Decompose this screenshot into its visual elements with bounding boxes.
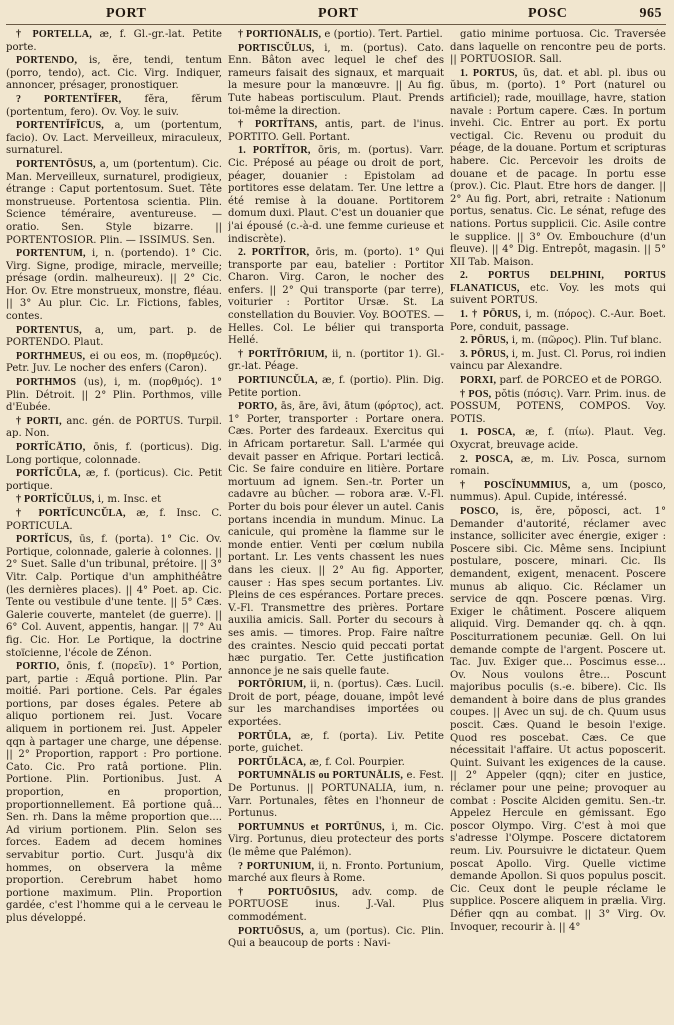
dictionary-entry (6, 159, 222, 247)
entry-headword: † POSCĬNUMMIUS, (460, 479, 571, 491)
entry-definition: e (portio). Tert. Partiel. (321, 29, 443, 40)
dictionary-entry (450, 335, 666, 348)
dictionary-entry (228, 43, 444, 119)
entry-headword: PORTENTUS, (16, 324, 82, 336)
dictionary-entry (6, 120, 222, 158)
entry-headword: 3. PŌRUS, (460, 348, 509, 360)
entry-definition: gatio minime portuosa. Cic. Traversée dans laquelle on rencontre peu de ports. || PORTUOSIOR. Sall. (450, 29, 666, 66)
entry-definition: i, m. (portus). Cato. Enn. Bâton avec lequel le chef des rameurs faisait des signaux, et marquait la mesure pour la manœuvre. || Au fig. Tute habeas portisculum. Plaut. Prends toi-même la direction. (228, 42, 444, 117)
dictionary-entry (6, 416, 222, 441)
entry-definition: i, m. Just. Cl. Porus, roi indien vaincu par Alexandre. (450, 348, 666, 373)
entry-definition: is, ĕre, pŏposci, act. 1° Demander d'autorité, réclamer avec instance, solliciter avec énergie, exiger : Poscere sibi. Cic. Même sens. Incipiunt postulare, poscere, minari. Cic. Ils demandent, exigent, menacent. Poscere munus ab aliquo. Cic. Réclamer un service de qqn. Poscere pœnas. Virg. Exiger le châtiment. Poscere aliquem aliquid. Virg. Demander qq. ch. à qqn. Posciturrationem pecuniæ. Gell. On lui demande compte de l'argent. Poscere ut. Tac. Juv. Exiger que... Poscimus esse... Ov. Nous voulons être... Poscunt majoribus poculis (s.-e. bibere). Cic. Ils demandent à boire dans de plus grandes coupes. || Avec un suj. de ch. Quum usus poscit. Cæs. Quand le besoin l'exige. Quod res poscebat. Cæs. Ce que nécessitait l'affaire. Ut actus poposcerit. Quint. Suivant les exigences de la cause. || 2° Appeler (qqn); citer en justice, réclamer pour une peine; provoquer au combat : Poscite Alciden gemitu. Sen.-tr. Appelez Hercule en gémissant. Ego poscor Olympo. Virg. C'est à moi que s'adresse l'Olympe. Poscere dictatorem reum. Liv. Poursuivre le dictateur. Quem poscat Apollo. Virg. Quelle victime demande Apollon. Si quos populus poscit. Cic. Ceux dont le peuple réclame le supplice. Poscere aliquem in prælia. Virg. Défier qqn au combat. || 3° Virg. Ov. Invoquer, recourir à. || 4° (450, 505, 666, 933)
entry-definition: i, m. (πῶρος). Plin. Tuf blanc. (508, 335, 662, 347)
dictionary-entry (228, 401, 444, 678)
entry-definition: (us), i, m. (πορθμός). 1° Plin. Détroit. || 2° Plin. Porthmos, ville d'Eubée. (6, 377, 222, 414)
dictionary-entry (228, 822, 444, 860)
entry-definition: ii, n. (portus). Cæs. Lucil. Droit de port, péage, douane, impôt levé sur les marchandises importées ou exportées. (228, 679, 444, 729)
entry-definition: anc. gén. de PORTUS. Turpil. ap. Non. (6, 415, 222, 440)
entry-definition: antis, part. de l'inus. PORTITO. Gell. Portant. (228, 119, 444, 143)
entry-headword: † PORTĬTANS, (238, 119, 318, 131)
entry-definition: ōnis, f. (πορεῖν). 1° Portion, part, partie : Æquâ portione. Plin. Par moitié. Pari portione. Cels. Par égales portions, par doses égales. Petere ab aliquo portionem rei. Just. Vocare aliquem in portionem rei. Just. Appeler qqn à partager une charge, une dépense. || 2° Proportion, rapport : Pro portione. Cato. Cic. Pro ratâ portione. Plin. Portione. Plin. Portionibus. Just. A proportion, en proportion, proportionnellement. Eâ portione quâ... Sen. rh. Dans la même proportion que.... Ad virium portionem. Plin. Selon ses forces. Eadem ad decem homines servabitur portio. Curt. Jusqu'à dix hommes, on observera la même proportion. Cerebrum habet homo portione maximum. Plin. Proportion gardée, c'est l'homme qui a le cerveau le plus développé. (6, 661, 222, 924)
entry-headword: † PORTI, (16, 415, 62, 427)
dictionary-entry (450, 68, 666, 270)
entry-definition: ei ou eos, m. (πορθμεύς). Petr. Juv. Le nocher des enfers (Caron). (6, 350, 222, 375)
entry-headword: PORTUMNĀLIS ou PORTUNĀLIS, (238, 770, 404, 782)
dictionary-entry (228, 349, 444, 374)
entry-headword: † PORTUŌSIUS, (238, 886, 338, 898)
entry-headword: 1. † PŌRUS, (460, 309, 521, 321)
dictionary-entry (228, 247, 444, 348)
text-columns (6, 29, 666, 1024)
entry-definition: is, ĕre, tendi, tentum (porro, tendo), act. Cic. Virg. Indiquer, annoncer, présager, pronostiquer. (6, 55, 222, 92)
dictionary-entry (228, 861, 444, 886)
entry-headword: 2. PORTUS DELPHINI, PORTUS FLANATICUS, (450, 270, 666, 294)
entry-definition: æ, f. Col. Pourpier. (306, 756, 405, 768)
entry-headword: PORTENTĬFĬCUS, (16, 120, 104, 132)
entry-definition: æ, f. (porta). Liv. Petite porte, guichet. (228, 730, 444, 755)
dictionary-entry (6, 55, 222, 93)
entry-definition: ūs, f. (porta). 1° Cic. Ov. Portique, colonnade, galerie à colonnes. || 2° Suet. Salle d'un tribunal, prétoire. || 3° Vitr. Calp. Portique d'un amphithéâtre (les dernières places). || 4° Poet. ap. Cic. Tente ou vestibule d'une tente. || 5° Cæs. Galerie couverte, mantelet (de guerre). || 6° Col. Auvent, appentis, hangar. || 7° Au fig. Cic. Hor. Le Portique, la doctrine stoïcienne, l'école de Zénon. (6, 534, 222, 659)
entry-definition: æ, f. Gl.-gr.-lat. Petite porte. (6, 29, 222, 53)
entry-headword: PORTŬLĀCA, (238, 756, 307, 768)
dictionary-entry (228, 731, 444, 756)
dictionary-entry (6, 325, 222, 350)
entry-definition: adv. comp. de PORTUOSE inus. J.-Val. Plus commodément. (228, 886, 444, 923)
entry-definition: a, um, part. p. de PORTENDO. Plaut. (6, 324, 222, 349)
entry-definition: pŏtis (πόσις). Varr. Prim. inus. de POSSUM, POTENS, COMPOS. Voy. POTIS. (450, 388, 666, 425)
dictionary-entry (6, 248, 222, 324)
entry-headword: PORTENTŌSUS, (16, 158, 96, 170)
entry-headword: PORTŬLA, (238, 730, 292, 742)
page-number: 965 (639, 6, 662, 21)
entry-headword: † PORTĬCŬLUS, (16, 494, 95, 506)
entry-headword: PORTIUNCŬLA, (238, 375, 318, 387)
entry-headword: PORTHMOS (16, 377, 77, 389)
dictionary-entry (228, 770, 444, 820)
entry-headword: † POS, (460, 388, 492, 400)
entry-definition: e. Fest. De Portunus. || PORTUNALIA, ium, n. Varr. Portunales, fêtes en l'honneur de Portunus. (228, 770, 444, 820)
dictionary-entry (6, 494, 222, 507)
entry-headword: PORTENTUM, (16, 248, 86, 260)
dictionary-entry (450, 389, 666, 427)
dictionary-entry (6, 442, 222, 467)
entry-headword: PORTŌRIUM, (238, 679, 307, 691)
dictionary-entry (450, 29, 666, 67)
header-left-word: PORT (106, 6, 147, 21)
entry-headword: † PORTIŌNĀLIS, (238, 29, 322, 40)
entry-headword: PORTHMEUS, (16, 350, 86, 362)
entry-headword: 1. POSCA, (460, 427, 516, 439)
entry-definition: ās, āre, āvi, ātum (φόρτος), act. 1° Porter, transporter : Portare onera. Cæs. Porter des fardeaux. Exercitus qui in Africam portaretur. Sall. L'armée qui devait passer en Afrique. Portari lecticâ. Cic. Se faire conduire en litière. Portare mortuum ad ignem. Sen.-tr. Porter un cadavre au bûcher. — robora aræ. V.-Fl. Porter du bois pour élever un autel. Canis portans incendia in mundum. Minuc. La canicule, qui promène la flamme sur le monde entier. Venti per cœlum nubila portant. Lr. Les vents chassent les nues dans les cieux. || 2° Au fig. Apporter, causer : Has spes secum portantes. Liv. Pleins de ces espérances. Portare preces. V.-Fl. Transmettre des prières. Portare auxilia amicis. Sall. Porter du secours à ses amis. — timores. Prop. Faire naître des craintes. Nescio quid peccati portat hæc purgatio. Ter. Cette justification annonce je ne sais quelle faute. (228, 401, 444, 677)
header-right-word: POSC (528, 6, 568, 21)
entry-headword: PORTĬCŬLA, (16, 468, 81, 480)
entry-definition: ii, n. Fronto. Portunium, marché aux fleurs à Rome. (228, 860, 444, 885)
dictionary-entry (228, 757, 444, 770)
dictionary-entry (228, 926, 444, 951)
entry-definition: a, um (portentum, facio). Ov. Lact. Merveilleux, miraculeux, surnaturel. (6, 120, 222, 157)
dictionary-entry (6, 534, 222, 660)
entry-definition: a, um (portentum). Cic. Man. Merveilleux, surnaturel, prodigieux, étrange : Caput portentosum. Suet. Tête monstrueuse. Portentosa scientia. Plin. Science téméraire, aventureuse. — oratio. Sen. Style bizarre. || PORTENTOSIOR. Plin. — ISSIMUS. Sen. (6, 158, 222, 246)
entry-headword: POSCO, (460, 505, 499, 517)
dictionary-entry (228, 887, 444, 925)
entry-definition: æ, f. (porticus). Cic. Petit portique. (6, 468, 222, 492)
dictionary-entry (228, 29, 444, 42)
dictionary-entry (450, 309, 666, 334)
dictionary-entry (450, 454, 666, 479)
dictionary-entry (228, 119, 444, 144)
entry-headword: PORTISCŬLUS, (238, 42, 315, 54)
entry-definition: parf. de PORCEO et de PORGO. (496, 375, 662, 387)
entry-definition: i, n. (portendo). 1° Cic. Virg. Signe, prodige, miracle, merveille; présage (ordin. malheureux). || 2° Cic. Hor. Ov. Etre monstrueux, monstre, fléau. || 3° Au plur. Cic. Lr. Fictions, fables, contes. (6, 248, 222, 323)
entry-definition: ii, n. (portitor 1). Gl.-gr.-lat. Péage. (228, 348, 444, 373)
dictionary-entry (228, 375, 444, 400)
header-center-word: PORT (318, 6, 359, 21)
entry-headword: † PORTĬCUNCŬLA, (16, 507, 126, 519)
entry-headword: PORTUMNUS et PORTŪNUS, (238, 821, 385, 833)
entry-definition: æ, m. Liv. Posca, surnom romain. (450, 453, 666, 478)
entry-definition: ōris, m. (portus). Varr. Cic. Préposé au péage ou droit de port, péager, douanier : Epistolam ad portitores esse delatam. Ter. Une lettre a été remise à la douane. Portitorem domum duxi. Plaut. C'est un douanier que j'ai épousé (c.-à-d. une femme curieuse et indiscrète). (228, 145, 444, 245)
dictionary-entry (6, 29, 222, 54)
entry-definition: etc. Voy. les mots qui suivent PORTUS. (450, 282, 666, 307)
running-head (6, 6, 666, 25)
entry-headword: ? PORTENTĬFER, (16, 93, 122, 105)
column-right (450, 29, 666, 1024)
entry-definition: i, m. Insc. et (94, 494, 162, 506)
entry-headword: PORXI, (460, 375, 497, 387)
entry-definition: i, m. Cic. Virg. Portunus, dieu protecteur des ports (le même que Palémon). (228, 821, 444, 858)
dictionary-entry (228, 679, 444, 729)
entry-definition: ōris, m. (porto). 1° Qui transporte par eau, batelier : Portitor Charon. Virg. Caron, le nocher des enfers. || 2° Qui transporte (par terre), voiturier : Portitor Ursæ. St. La constellation du Bouvier. Voy. BOOTES. — Helles. Col. Le bélier qui transporta Hellé. (228, 247, 444, 347)
dictionary-entry (450, 427, 666, 452)
entry-definition: æ, f. (πίω). Plaut. Veg. Oxycrat, breuvage acide. (450, 427, 666, 451)
dictionary-entry (450, 349, 666, 374)
entry-headword: 1. PORTĬTOR, (238, 145, 311, 157)
entry-headword: PORTENDO, (16, 55, 78, 67)
entry-definition: æ, f. Insc. C. PORTICULA. (6, 507, 222, 532)
entry-headword: PORTĬCUS, (16, 534, 73, 546)
entry-headword: PORTUŌSUS, (238, 925, 304, 937)
entry-headword: † PORTELLA, (16, 29, 92, 40)
entry-headword: 2. POSCA, (460, 453, 514, 465)
entry-definition: a, um (portus). Cic. Plin. Qui a beaucoup de ports : Navi- (228, 925, 444, 950)
entry-headword: ? PORTUNIUM, (238, 860, 315, 872)
dictionary-entry (228, 145, 444, 246)
entry-definition: ūs, dat. et abl. pl. ibus ou ŭbus, m. (porto). 1° Port (naturel ou artificiel); rade, mouillage, havre, station navale : Portum capere. Cæs. In portum invehi. Cic. Entrer au port. Ex portu vectigal. Cic. Revenu ou produit du péage, de la douane. Portum et scripturas habere. Cic. Percevoir les droits de douane et de pacage. In portu esse (prov.). Cic. Plaut. Etre hors de danger. || 2° Au fig. Port, abri, retraite : Nationum portus, senatus. Cic. Le sénat, refuge des nations. Portus supplicii. Cic. Asile contre le supplice. || 3° Ov. Embouchure (d'un fleuve). || 4° Dig. Entrepôt, magasin. || 5° XII Tab. Maison. (450, 67, 666, 268)
dictionary-entry (6, 508, 222, 533)
entry-headword: 2. PORTĬTOR, (238, 247, 310, 259)
dictionary-entry (450, 270, 666, 308)
dictionary-entry (6, 468, 222, 493)
entry-definition: fĕra, fĕrum (portentum, fero). Ov. Voy. le suiv. (6, 93, 222, 118)
dictionary-entry (6, 661, 222, 925)
entry-definition: a, um (posco, nummus). Apul. Cupide, intéressé. (450, 479, 666, 504)
dictionary-entry (450, 480, 666, 505)
entry-definition: ōnis, f. (porticus). Dig. Long portique, colonnade. (6, 442, 222, 466)
dictionary-entry (450, 375, 666, 388)
entry-headword: 2. PŌRUS, (460, 335, 509, 347)
dictionary-entry (6, 377, 222, 415)
entry-headword: PORTO, (238, 401, 278, 413)
dictionary-entry (6, 94, 222, 119)
entry-headword: † PORTĬTŌRIUM, (238, 348, 328, 360)
dictionary-entry (450, 506, 666, 934)
entry-headword: PORTĬCĀTIO, (16, 442, 86, 453)
entry-headword: PORTIO, (16, 661, 60, 673)
entry-headword: 1. PORTUS, (460, 67, 518, 79)
entry-definition: æ, f. (portio). Plin. Dig. Petite portion. (228, 375, 444, 399)
column-left (6, 29, 222, 1024)
column-middle (228, 29, 444, 1024)
dictionary-entry (6, 351, 222, 376)
entry-definition: i, m. (πόρος). C.-Aur. Boet. Pore, conduit, passage. (450, 309, 666, 333)
